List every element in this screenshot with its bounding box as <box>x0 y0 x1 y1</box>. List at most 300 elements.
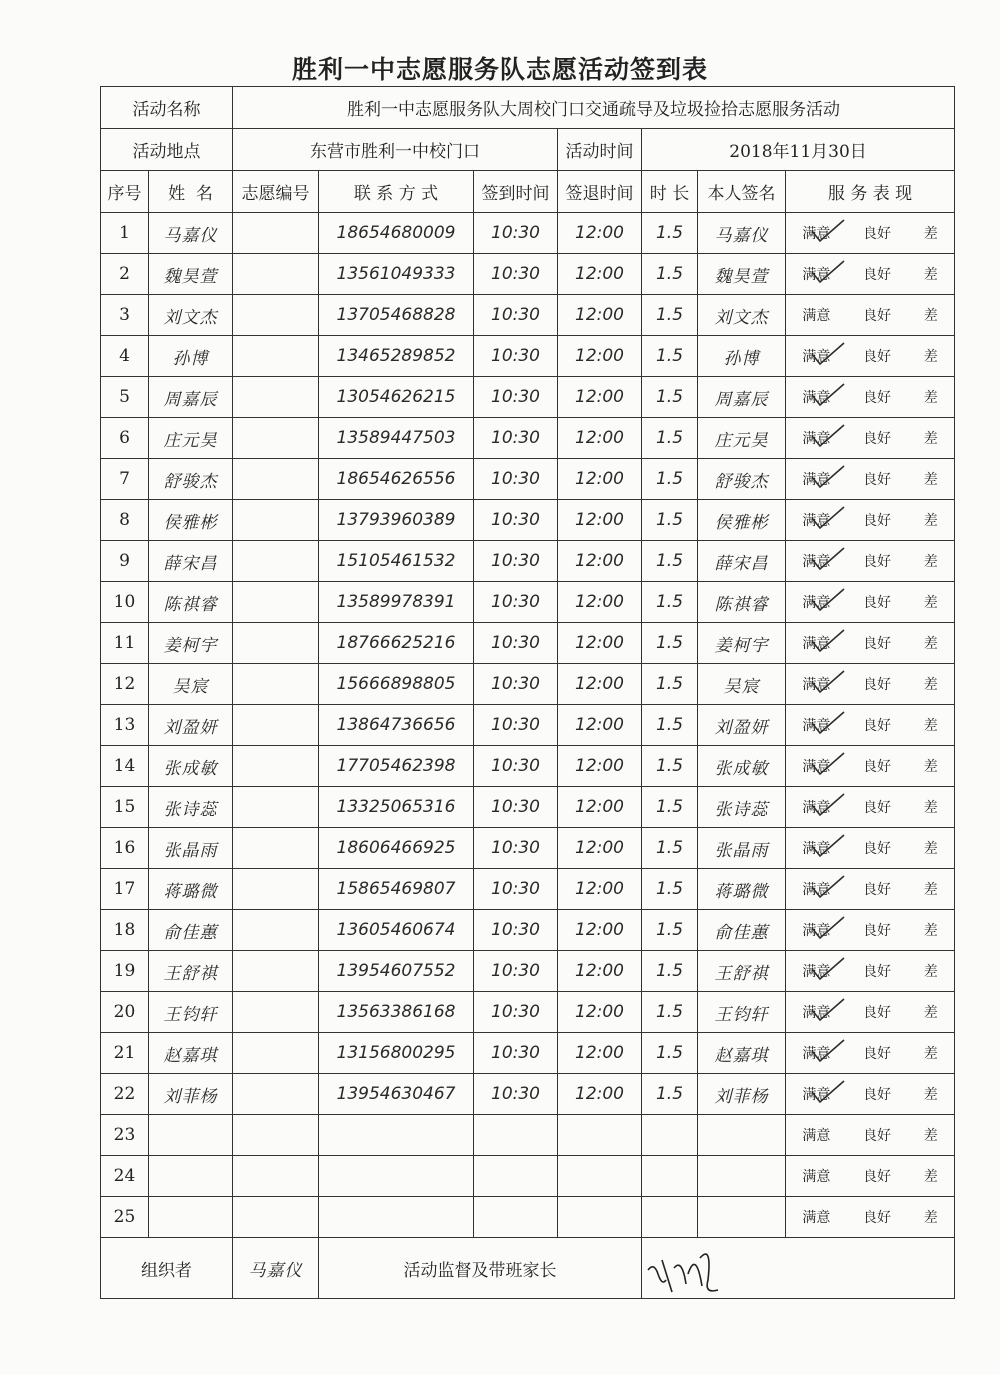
supervisor-signature <box>642 1238 955 1299</box>
row-number: 12 <box>101 664 149 705</box>
row-signature: 吴宸 <box>698 664 786 705</box>
perf-option-satisfied[interactable]: 满意 <box>802 592 830 612</box>
perf-option-satisfied[interactable]: 满意 <box>802 1128 831 1144</box>
row-performance <box>786 1074 955 1115</box>
row-signature <box>698 1115 786 1156</box>
row-vol-id <box>233 623 319 664</box>
perf-option-poor[interactable]: 差 <box>923 513 938 529</box>
check-mark-icon <box>808 955 848 983</box>
perf-option-poor[interactable]: 差 <box>923 1169 938 1185</box>
row-sign-in: 10:30 <box>474 582 558 623</box>
row-sign-out <box>558 1156 642 1197</box>
row-sign-out: 12:00 <box>558 582 642 623</box>
row-name: 俞佳蕙 <box>149 910 233 951</box>
perf-option-satisfied[interactable]: 满意 <box>802 387 830 407</box>
header-sign-in: 签到时间 <box>474 171 558 213</box>
row-sign-in: 10:30 <box>474 787 558 828</box>
row-vol-id <box>233 664 319 705</box>
row-number: 6 <box>101 418 149 459</box>
row-phone: 13793960389 <box>319 500 474 541</box>
row-phone: 13589447503 <box>319 418 474 459</box>
row-vol-id <box>233 1115 319 1156</box>
perf-option-satisfied[interactable]: 满意 <box>802 551 830 571</box>
perf-option-satisfied[interactable]: 满意 <box>802 1169 831 1185</box>
row-phone <box>319 1156 474 1197</box>
row-phone: 15865469807 <box>319 869 474 910</box>
perf-option-poor[interactable]: 差 <box>923 1046 938 1062</box>
row-sign-out: 12:00 <box>558 787 642 828</box>
row-phone: 18654626556 <box>319 459 474 500</box>
row-duration: 1.5 <box>642 377 698 418</box>
perf-option-satisfied[interactable]: 满意 <box>802 428 830 448</box>
perf-option-good[interactable]: 良好 <box>863 267 892 283</box>
table-row <box>101 746 955 787</box>
table-row <box>101 377 955 418</box>
perf-option-good[interactable]: 良好 <box>863 718 892 734</box>
row-number: 2 <box>101 254 149 295</box>
row-duration <box>642 1197 698 1238</box>
check-mark-icon <box>808 914 848 942</box>
row-phone: 13465289852 <box>319 336 474 377</box>
perf-option-satisfied[interactable]: 满意 <box>802 920 830 940</box>
row-sign-out: 12:00 <box>558 869 642 910</box>
perf-option-satisfied[interactable]: 满意 <box>802 510 830 530</box>
check-mark-icon <box>808 586 848 614</box>
table-row <box>101 541 955 582</box>
row-name <box>149 1197 233 1238</box>
row-sign-out: 12:00 <box>558 377 642 418</box>
column-header-row <box>101 171 955 213</box>
row-signature: 王舒祺 <box>698 951 786 992</box>
row-signature: 蒋璐微 <box>698 869 786 910</box>
row-performance <box>786 746 955 787</box>
header-duration: 时 长 <box>642 171 698 213</box>
perf-option-poor[interactable]: 差 <box>923 431 938 447</box>
row-performance <box>786 1115 955 1156</box>
row-signature: 薛宋昌 <box>698 541 786 582</box>
check-mark-icon <box>808 791 848 819</box>
activity-location-label: 活动地点 <box>101 129 233 171</box>
row-duration: 1.5 <box>642 336 698 377</box>
table-row <box>101 459 955 500</box>
perf-option-poor[interactable]: 差 <box>923 636 938 652</box>
row-sign-in: 10:30 <box>474 418 558 459</box>
row-vol-id <box>233 787 319 828</box>
row-sign-out <box>558 1115 642 1156</box>
row-duration: 1.5 <box>642 951 698 992</box>
row-sign-in: 10:30 <box>474 705 558 746</box>
row-name: 舒骏杰 <box>149 459 233 500</box>
row-name: 张晶雨 <box>149 828 233 869</box>
perf-option-satisfied[interactable]: 满意 <box>802 469 830 489</box>
row-performance <box>786 336 955 377</box>
perf-option-good[interactable]: 良好 <box>863 472 892 488</box>
row-vol-id <box>233 910 319 951</box>
check-mark-icon <box>808 381 848 409</box>
header-vol-id: 志愿编号 <box>233 171 319 213</box>
perf-option-good[interactable]: 良好 <box>863 431 892 447</box>
perf-option-poor[interactable]: 差 <box>923 1128 938 1144</box>
row-name: 庄元昊 <box>149 418 233 459</box>
row-phone <box>319 1197 474 1238</box>
row-duration: 1.5 <box>642 992 698 1033</box>
row-number: 1 <box>101 213 149 254</box>
row-phone: 13156800295 <box>319 1033 474 1074</box>
perf-option-poor[interactable]: 差 <box>923 964 938 980</box>
perf-option-poor[interactable]: 差 <box>923 267 938 283</box>
row-vol-id <box>233 951 319 992</box>
row-name: 薛宋昌 <box>149 541 233 582</box>
row-signature: 庄元昊 <box>698 418 786 459</box>
row-duration: 1.5 <box>642 664 698 705</box>
perf-option-good[interactable]: 良好 <box>863 677 892 693</box>
perf-option-satisfied[interactable]: 满意 <box>802 1210 831 1226</box>
row-number: 21 <box>101 1033 149 1074</box>
row-duration: 1.5 <box>642 1033 698 1074</box>
row-sign-in: 10:30 <box>474 869 558 910</box>
row-signature: 孙博 <box>698 336 786 377</box>
row-performance <box>786 664 955 705</box>
check-mark-icon <box>808 627 848 655</box>
perf-option-satisfied[interactable]: 满意 <box>802 346 830 366</box>
row-name: 张诗蕊 <box>149 787 233 828</box>
row-duration: 1.5 <box>642 295 698 336</box>
table-row <box>101 992 955 1033</box>
row-sign-in: 10:30 <box>474 254 558 295</box>
row-duration: 1.5 <box>642 459 698 500</box>
row-name: 王钧轩 <box>149 992 233 1033</box>
activity-time-value: 2018年11月30日 <box>642 129 955 171</box>
row-vol-id <box>233 541 319 582</box>
row-vol-id <box>233 828 319 869</box>
perf-option-satisfied[interactable]: 满意 <box>802 838 830 858</box>
row-number: 19 <box>101 951 149 992</box>
row-performance <box>786 500 955 541</box>
row-sign-in: 10:30 <box>474 664 558 705</box>
perf-option-satisfied[interactable]: 满意 <box>802 797 830 817</box>
row-sign-out <box>558 1197 642 1238</box>
row-number: 22 <box>101 1074 149 1115</box>
row-performance <box>786 254 955 295</box>
row-sign-out: 12:00 <box>558 623 642 664</box>
perf-option-good[interactable]: 良好 <box>863 1169 892 1185</box>
row-performance <box>786 1156 955 1197</box>
row-name: 姜柯宇 <box>149 623 233 664</box>
page-title: 胜利一中志愿服务队志愿活动签到表 <box>291 55 708 84</box>
check-mark-icon <box>808 996 848 1024</box>
organizer-label: 组织者 <box>101 1238 233 1299</box>
row-vol-id <box>233 869 319 910</box>
perf-option-satisfied[interactable]: 满意 <box>802 1002 830 1022</box>
table-row <box>101 828 955 869</box>
row-name: 王舒祺 <box>149 951 233 992</box>
row-sign-out: 12:00 <box>558 828 642 869</box>
row-signature: 舒骏杰 <box>698 459 786 500</box>
perf-option-poor[interactable]: 差 <box>923 595 938 611</box>
check-mark-icon <box>808 709 848 737</box>
row-number: 5 <box>101 377 149 418</box>
row-signature: 马嘉仪 <box>698 213 786 254</box>
row-signature: 刘盈妍 <box>698 705 786 746</box>
row-signature <box>698 1156 786 1197</box>
row-performance <box>786 213 955 254</box>
row-duration <box>642 1115 698 1156</box>
row-number: 17 <box>101 869 149 910</box>
check-mark-icon <box>808 545 848 573</box>
perf-option-good[interactable]: 良好 <box>863 1005 892 1021</box>
row-performance <box>786 377 955 418</box>
row-duration: 1.5 <box>642 254 698 295</box>
row-performance <box>786 295 955 336</box>
table-row <box>101 787 955 828</box>
sign-in-table <box>100 86 955 1299</box>
row-duration: 1.5 <box>642 500 698 541</box>
header-performance: 服 务 表 现 <box>786 171 955 213</box>
row-performance <box>786 582 955 623</box>
row-name: 魏昊萱 <box>149 254 233 295</box>
row-vol-id <box>233 418 319 459</box>
perf-option-poor[interactable]: 差 <box>923 472 938 488</box>
row-duration: 1.5 <box>642 787 698 828</box>
perf-option-satisfied[interactable]: 满意 <box>802 674 830 694</box>
table-row <box>101 664 955 705</box>
perf-option-good[interactable]: 良好 <box>863 1087 892 1103</box>
perf-option-poor[interactable]: 差 <box>923 923 938 939</box>
row-signature: 刘菲杨 <box>698 1074 786 1115</box>
row-performance <box>786 418 955 459</box>
row-performance <box>786 1197 955 1238</box>
row-sign-out: 12:00 <box>558 992 642 1033</box>
row-phone: 18654680009 <box>319 213 474 254</box>
row-duration: 1.5 <box>642 910 698 951</box>
perf-option-poor[interactable]: 差 <box>923 226 938 242</box>
perf-option-satisfied[interactable]: 满意 <box>802 223 830 243</box>
header-name: 姓 名 <box>149 171 233 213</box>
row-number: 16 <box>101 828 149 869</box>
row-vol-id <box>233 1033 319 1074</box>
row-performance <box>786 623 955 664</box>
row-vol-id <box>233 1197 319 1238</box>
table-row <box>101 582 955 623</box>
header-seq: 序号 <box>101 171 149 213</box>
row-vol-id <box>233 582 319 623</box>
activity-name-row <box>101 87 955 129</box>
row-sign-out: 12:00 <box>558 541 642 582</box>
check-mark-icon <box>808 832 848 860</box>
perf-option-satisfied[interactable]: 满意 <box>802 715 830 735</box>
row-sign-out: 12:00 <box>558 1033 642 1074</box>
row-sign-in: 10:30 <box>474 500 558 541</box>
row-signature: 刘文杰 <box>698 295 786 336</box>
perf-option-poor[interactable]: 差 <box>923 390 938 406</box>
perf-option-good[interactable]: 良好 <box>863 595 892 611</box>
row-sign-in: 10:30 <box>474 910 558 951</box>
check-mark-icon <box>808 422 848 450</box>
perf-option-poor[interactable]: 差 <box>923 554 938 570</box>
row-sign-in: 10:30 <box>474 623 558 664</box>
perf-option-poor[interactable]: 差 <box>923 1087 938 1103</box>
row-performance <box>786 951 955 992</box>
row-vol-id <box>233 295 319 336</box>
row-sign-in: 10:30 <box>474 828 558 869</box>
row-signature: 张晶雨 <box>698 828 786 869</box>
perf-option-good[interactable]: 良好 <box>863 1128 892 1144</box>
perf-option-good[interactable]: 良好 <box>863 308 892 324</box>
perf-option-good[interactable]: 良好 <box>863 226 892 242</box>
perf-option-satisfied[interactable]: 满意 <box>802 1084 830 1104</box>
perf-option-satisfied[interactable]: 满意 <box>802 1043 830 1063</box>
table-row <box>101 1115 955 1156</box>
row-sign-in: 10:30 <box>474 459 558 500</box>
perf-option-satisfied[interactable]: 满意 <box>802 879 830 899</box>
check-mark-icon <box>808 1078 848 1106</box>
table-row <box>101 295 955 336</box>
perf-option-poor[interactable]: 差 <box>923 841 938 857</box>
perf-option-poor[interactable]: 差 <box>923 349 938 365</box>
perf-option-good[interactable]: 良好 <box>863 1046 892 1062</box>
check-mark-icon <box>808 668 848 696</box>
perf-option-good[interactable]: 良好 <box>863 1210 892 1226</box>
row-duration: 1.5 <box>642 418 698 459</box>
row-sign-in: 10:30 <box>474 295 558 336</box>
row-number: 14 <box>101 746 149 787</box>
row-vol-id <box>233 500 319 541</box>
perf-option-good[interactable]: 良好 <box>863 759 892 775</box>
row-phone: 13325065316 <box>319 787 474 828</box>
perf-option-satisfied[interactable]: 满意 <box>802 308 831 324</box>
perf-option-poor[interactable]: 差 <box>923 882 938 898</box>
check-mark-icon <box>808 1037 848 1065</box>
row-number: 9 <box>101 541 149 582</box>
row-duration: 1.5 <box>642 582 698 623</box>
perf-option-good[interactable]: 良好 <box>863 390 892 406</box>
row-sign-in: 10:30 <box>474 951 558 992</box>
perf-option-poor[interactable]: 差 <box>923 1005 938 1021</box>
row-signature: 张成敏 <box>698 746 786 787</box>
row-vol-id <box>233 213 319 254</box>
perf-option-satisfied[interactable]: 满意 <box>802 633 830 653</box>
perf-option-good[interactable]: 良好 <box>863 554 892 570</box>
row-performance <box>786 992 955 1033</box>
perf-option-poor[interactable]: 差 <box>923 800 938 816</box>
perf-option-good[interactable]: 良好 <box>863 841 892 857</box>
row-vol-id <box>233 746 319 787</box>
row-signature: 侯雅彬 <box>698 500 786 541</box>
table-row <box>101 623 955 664</box>
perf-option-good[interactable]: 良好 <box>863 349 892 365</box>
perf-option-poor[interactable]: 差 <box>923 718 938 734</box>
row-performance <box>786 828 955 869</box>
perf-option-poor[interactable]: 差 <box>923 308 938 324</box>
row-sign-out: 12:00 <box>558 459 642 500</box>
row-phone: 18766625216 <box>319 623 474 664</box>
row-signature: 俞佳蕙 <box>698 910 786 951</box>
row-number: 11 <box>101 623 149 664</box>
row-phone: 13864736656 <box>319 705 474 746</box>
row-vol-id <box>233 254 319 295</box>
check-mark-icon <box>808 217 848 245</box>
row-number: 23 <box>101 1115 149 1156</box>
perf-option-good[interactable]: 良好 <box>863 882 892 898</box>
table-row <box>101 705 955 746</box>
row-number: 3 <box>101 295 149 336</box>
check-mark-icon <box>808 873 848 901</box>
table-row <box>101 254 955 295</box>
perf-option-satisfied[interactable]: 满意 <box>802 264 830 284</box>
table-row <box>101 213 955 254</box>
perf-option-poor[interactable]: 差 <box>923 1210 938 1226</box>
perf-option-good[interactable]: 良好 <box>863 964 892 980</box>
row-sign-in: 10:30 <box>474 992 558 1033</box>
check-mark-icon <box>808 340 848 368</box>
perf-option-good[interactable]: 良好 <box>863 800 892 816</box>
perf-option-poor[interactable]: 差 <box>923 759 938 775</box>
row-signature: 姜柯宇 <box>698 623 786 664</box>
row-vol-id <box>233 1156 319 1197</box>
footer-row <box>101 1238 955 1299</box>
perf-option-good[interactable]: 良好 <box>863 513 892 529</box>
perf-option-good[interactable]: 良好 <box>863 923 892 939</box>
row-sign-out: 12:00 <box>558 746 642 787</box>
row-performance <box>786 705 955 746</box>
check-mark-icon <box>808 750 848 778</box>
row-sign-in <box>474 1115 558 1156</box>
row-sign-in <box>474 1197 558 1238</box>
row-sign-in <box>474 1156 558 1197</box>
table-row <box>101 1074 955 1115</box>
check-mark-icon <box>808 258 848 286</box>
row-sign-out: 12:00 <box>558 1074 642 1115</box>
row-sign-out: 12:00 <box>558 418 642 459</box>
row-duration: 1.5 <box>642 623 698 664</box>
row-name: 蒋璐微 <box>149 869 233 910</box>
check-mark-icon <box>808 504 848 532</box>
header-contact: 联 系 方 式 <box>319 171 474 213</box>
row-name: 马嘉仪 <box>149 213 233 254</box>
row-name: 刘文杰 <box>149 295 233 336</box>
row-sign-in: 10:30 <box>474 746 558 787</box>
row-phone: 13589978391 <box>319 582 474 623</box>
perf-option-satisfied[interactable]: 满意 <box>802 961 830 981</box>
row-number: 25 <box>101 1197 149 1238</box>
table-row <box>101 336 955 377</box>
row-name: 刘盈妍 <box>149 705 233 746</box>
row-phone: 17705462398 <box>319 746 474 787</box>
table-row <box>101 869 955 910</box>
table-row <box>101 500 955 541</box>
row-phone: 15666898805 <box>319 664 474 705</box>
row-signature: 赵嘉琪 <box>698 1033 786 1074</box>
row-number: 7 <box>101 459 149 500</box>
row-duration: 1.5 <box>642 746 698 787</box>
perf-option-good[interactable]: 良好 <box>863 636 892 652</box>
row-duration: 1.5 <box>642 705 698 746</box>
perf-option-poor[interactable]: 差 <box>923 677 938 693</box>
row-performance <box>786 541 955 582</box>
check-mark-icon <box>808 463 848 491</box>
row-number: 24 <box>101 1156 149 1197</box>
perf-option-satisfied[interactable]: 满意 <box>802 756 830 776</box>
row-phone: 13563386168 <box>319 992 474 1033</box>
table-row <box>101 1033 955 1074</box>
row-name: 陈祺睿 <box>149 582 233 623</box>
row-vol-id <box>233 1074 319 1115</box>
row-name: 张成敏 <box>149 746 233 787</box>
table-row <box>101 910 955 951</box>
row-performance <box>786 869 955 910</box>
row-phone: 13705468828 <box>319 295 474 336</box>
row-number: 4 <box>101 336 149 377</box>
